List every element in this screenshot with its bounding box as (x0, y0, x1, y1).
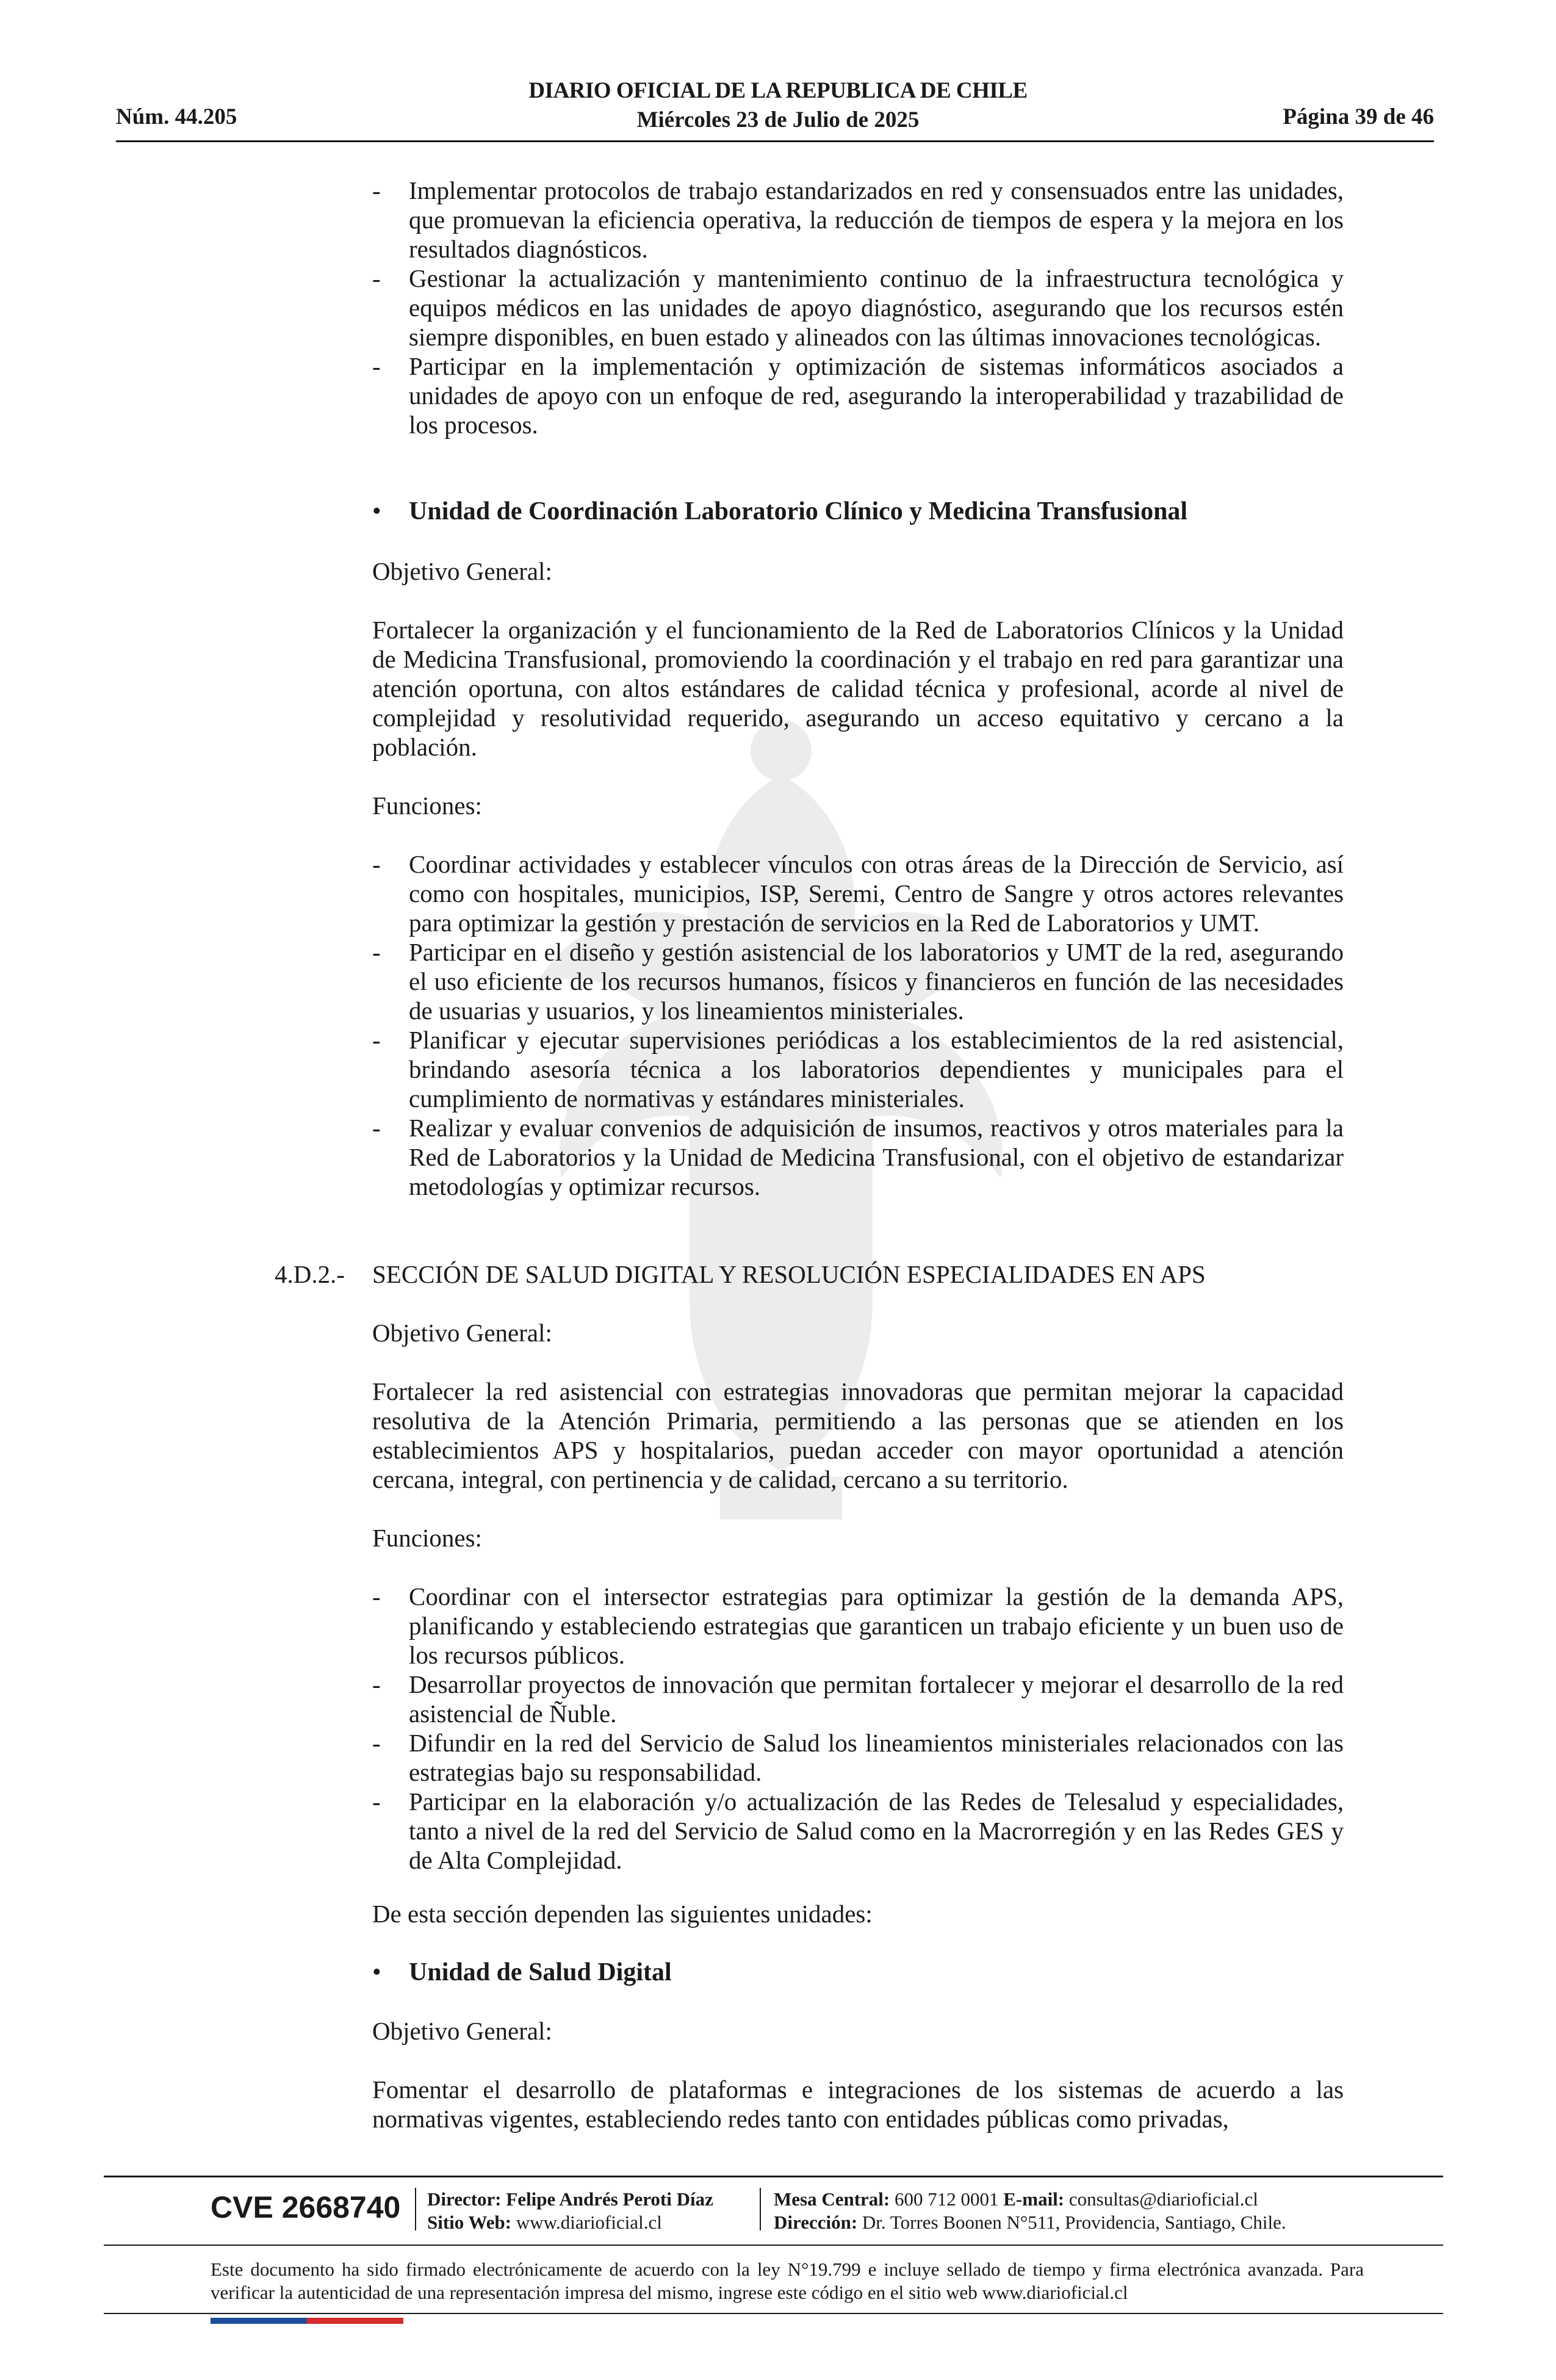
list-item: - Realizar y evaluar convenios de adquisición de insumos, reactivos y otros materiales para la Red de Laboratorios y la Unidad de Medicina Transfusional, con el objetivo de estandarizar metodologías y optimizar recursos. (372, 1114, 1344, 1200)
publication-title: DIARIO OFICIAL DE LA REPUBLICA DE CHILE (528, 78, 1028, 103)
website-link[interactable]: www.diarioficial.cl (516, 2212, 662, 2233)
section-heading-digital (275, 1260, 1206, 1289)
section-title: SECCIÓN DE SALUD DIGITAL Y RESOLUCIÓN ESPECIALIDADES EN APS (372, 1260, 1206, 1288)
list-item: - Difundir en la red del Servicio de Salud los lineamientos ministeriales relacionados con las estrategias bajo su responsabilidad. (372, 1729, 1344, 1786)
unit-heading-lab: • Unidad de Coordinación Laboratorio Clínico y Medicina Transfusional (372, 497, 1188, 525)
flag-stripe-red (307, 2318, 403, 2324)
flag-stripe-blue (211, 2318, 307, 2324)
page-number: Página 39 de 46 (1283, 104, 1434, 129)
publication-date: Miércoles 23 de Julio de 2025 (636, 107, 920, 132)
dependent-units-intro: De esta sección dependen las siguientes unidades: (372, 1900, 873, 1928)
footer-divider-middle (104, 2245, 1443, 2246)
list-item: - Implementar protocolos de trabajo estandarizados en red y consensuados entre las unidades, que promuevan la eficiencia operativa, la reducción de tiempos de espera y la mejora en los resultados diagnósticos. (372, 176, 1344, 263)
functions-label: Funciones: (372, 792, 482, 820)
objective-paragraph: Fortalecer la organización y el funcionamiento de la Red de Laboratorios Clínicos y la Unidad de Medicina Transfusional, promoviendo la coordinación y el trabajo en red para garantizar una atención oportuna, con altos estándares de calidad técnica y profesional, acorde al nivel de complejidad y resolutividad requerido, asegurando un acceso equitativo y cercano a la población. (372, 616, 1344, 761)
footer-divider-bottom (104, 2313, 1443, 2314)
email-link[interactable]: consultas@diarioficial.cl (1068, 2188, 1258, 2210)
list-item: - Participar en el diseño y gestión asistencial de los laboratorios y UMT de la red, asegurando el uso eficiente de los recursos humanos, físicos y financieros en función de las necesidades de usuarias y usuarios, y los lineamientos ministeriales. (372, 938, 1344, 1025)
footer-separator (760, 2188, 761, 2230)
unit-functions-list-previous (372, 176, 1344, 439)
footer-director-block (427, 2188, 713, 2234)
cve-code: CVE 2668740 (211, 2190, 401, 2224)
list-item: - Participar en la elaboración y/o actualización de las Redes de Telesalud y especialidades, tanto a nivel de la red del Servicio de Salud como en la Macrorregión y en las Redes GES y de Alta Complejidad. (372, 1787, 1344, 1874)
objective-label: Objetivo General: (372, 2017, 552, 2045)
functions-label: Funciones: (372, 1524, 482, 1552)
director-line: Director: Felipe Andrés Peroti Díaz (427, 2188, 713, 2210)
list-item: - Gestionar la actualización y mantenimiento continuo de la infraestructura tecnológica y equipos médicos en las unidades de apoyo diagnóstico, asegurando que los recursos estén siempre disponibles, en buen estado y alineados con las últimas innovaciones tecnológicas. (372, 264, 1344, 351)
header-divider (116, 140, 1434, 142)
contact-line: Mesa Central: 600 712 0001 E-mail: consultas@diarioficial.cl (774, 2188, 1258, 2210)
footer-divider-top (104, 2176, 1443, 2177)
address-line: Dirección: Dr. Torres Boonen N°511, Providencia, Santiago, Chile. (774, 2212, 1286, 2233)
functions-list-digital (372, 1582, 1344, 1875)
objective-label: Objetivo General: (372, 1319, 552, 1347)
legal-notice: Este documento ha sido firmado electrónicamente de acuerdo con la ley N°19.799 e incluye sellado de tiempo y firma electrónica avanzada. Para verificar la autenticidad de una representación impresa del mismo, ingrese este código en el sitio web www.diarioficial.cl (211, 2259, 1364, 2303)
objective-paragraph: Fomentar el desarrollo de plataformas e integraciones de los sistemas de acuerdo a las normativas vigentes, estableciendo redes tanto con entidades públicas como privadas, (372, 2075, 1344, 2133)
list-item: - Coordinar actividades y establecer vínculos con otras áreas de la Dirección de Servicio, así como con hospitales, municipios, ISP, Seremi, Centro de Sangre y otros actores relevantes para optimizar la gestión y prestación de servicios en la Red de Laboratorios y UMT. (372, 850, 1344, 937)
list-item: - Participar en la implementación y optimización de sistemas informáticos asociados a unidades de apoyo con un enfoque de red, asegurando la interoperabilidad y trazabilidad de los procesos. (372, 352, 1344, 439)
objective-paragraph: Fortalecer la red asistencial con estrategias innovadoras que permitan mejorar la capacidad resolutiva de la Atención Primaria, permitiendo a las personas que se atienden en los establecimientos APS y hospitalarios, puedan acceder con mayor oportunidad a atención cercana, integral, con pertinencia y de calidad, cercano a su territorio. (372, 1377, 1344, 1493)
footer-separator (415, 2188, 416, 2230)
functions-list-lab (372, 849, 1344, 1201)
section-number: 4.D.2.- (275, 1260, 345, 1288)
website-line: Sitio Web: www.diarioficial.cl (427, 2212, 662, 2233)
footer-contact-block (774, 2188, 1286, 2234)
objective-label: Objetivo General: (372, 557, 552, 585)
issue-number: Núm. 44.205 (116, 104, 237, 129)
list-item: - Planificar y ejecutar supervisiones periódicas a los establecimientos de la red asistencial, brindando asesoría técnica a los laboratorios dependientes y municipales para el cumplimiento de normativas y estándares ministeriales. (372, 1026, 1344, 1112)
list-item: - Coordinar con el intersector estrategias para optimizar la gestión de la demanda APS, planificando y estableciendo estrategias que garanticen un trabajo eficiente y un buen uso de los recursos públicos. (372, 1582, 1344, 1669)
unit-heading-digital-health: • Unidad de Salud Digital (372, 1958, 672, 1986)
list-item: - Desarrollar proyectos de innovación que permitan fortalecer y mejorar el desarrollo de la red asistencial de Ñuble. (372, 1670, 1344, 1728)
